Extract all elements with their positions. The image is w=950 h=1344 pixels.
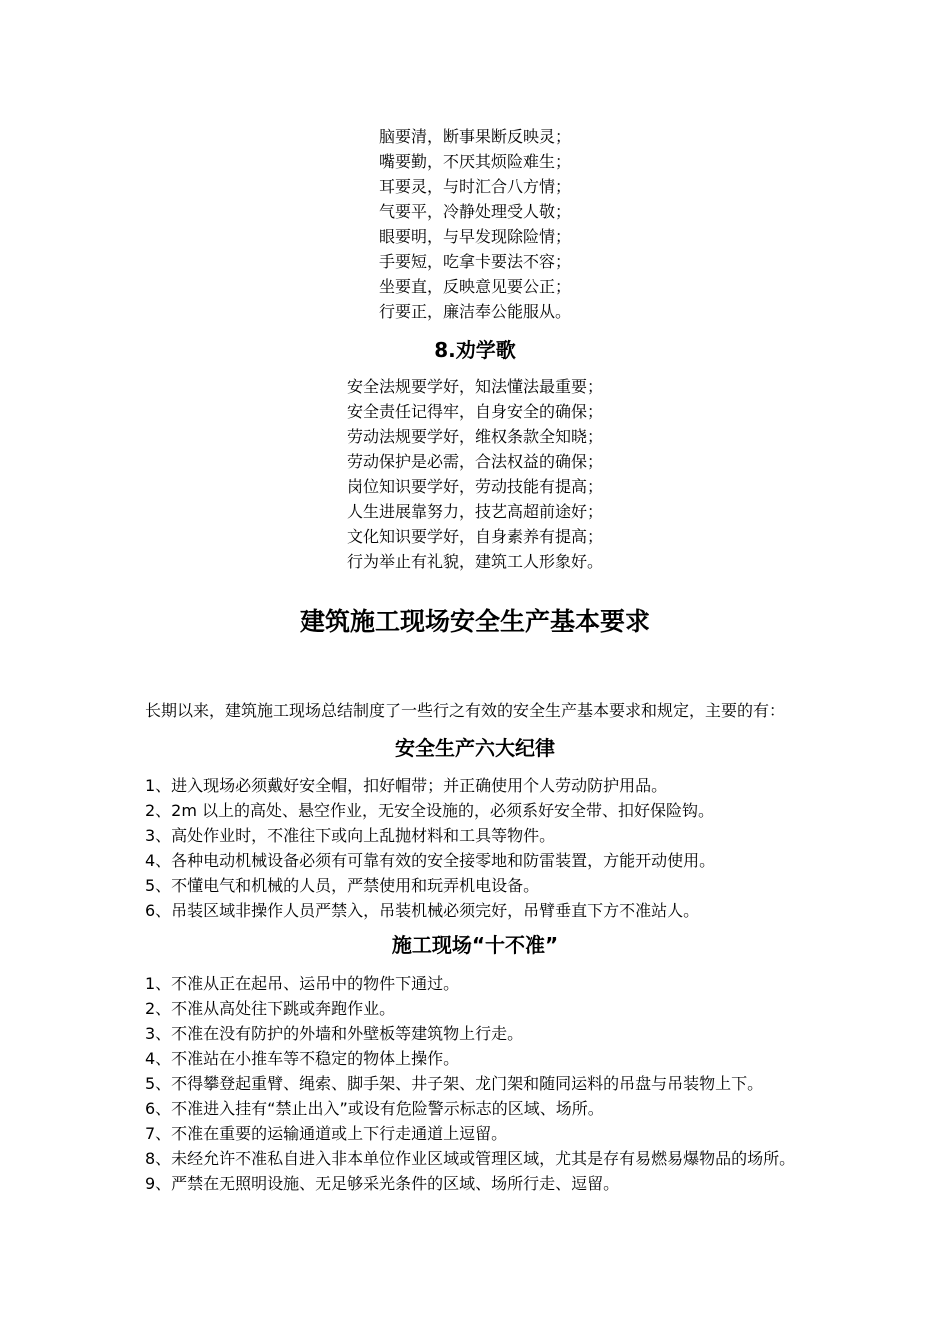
ten-prohibitions-list bbox=[145, 971, 815, 1196]
list-item: 6、不准进入挂有“禁止出入”或设有危险警示标志的区域、场所。 bbox=[145, 1099, 604, 1118]
quanxue-line: 文化知识要学好，自身素养有提高； bbox=[346, 527, 603, 546]
list-item: 3、高处作业时，不准往下或向上乱抛材料和工具等物件。 bbox=[145, 826, 556, 845]
poem-line: 耳要灵，与时汇合八方情； bbox=[378, 177, 571, 196]
list-item: 1、进入现场必须戴好安全帽，扣好帽带；并正确使用个人劳动防护用品。 bbox=[145, 776, 668, 795]
page-title: 建筑施工现场安全生产基本要求 bbox=[299, 607, 650, 636]
poem-line: 手要短，吃拿卡要法不容； bbox=[378, 252, 571, 271]
list-item: 4、不准站在小推车等不稳定的物体上操作。 bbox=[145, 1049, 460, 1068]
quanxue-line: 安全责任记得牢，自身安全的确保； bbox=[346, 402, 603, 421]
intro-paragraph: 长期以来，建筑施工现场总结制度了一些行之有效的安全生产基本要求和规定，主要的有： bbox=[145, 701, 786, 720]
poem-verses bbox=[0, 124, 950, 324]
poem-line: 坐要直，反映意见要公正； bbox=[378, 277, 571, 296]
quanxue-line: 岗位知识要学好，劳动技能有提高； bbox=[346, 477, 603, 496]
quanxue-heading: 8.劝学歌 bbox=[434, 338, 516, 362]
list-item: 5、不懂电气和机械的人员，严禁使用和玩弄机电设备。 bbox=[145, 876, 540, 895]
poem-line: 嘴要勤，不厌其烦险难生； bbox=[378, 152, 571, 171]
list-item: 1、不准从正在起吊、运吊中的物件下通过。 bbox=[145, 974, 460, 993]
list-item: 5、不得攀登起重臂、绳索、脚手架、井子架、龙门架和随同运料的吊盘与吊装物上下。 bbox=[145, 1074, 764, 1093]
quanxue-line: 安全法规要学好，知法懂法最重要； bbox=[346, 377, 603, 396]
quanxue-line: 人生进展靠努力，技艺高超前途好； bbox=[346, 502, 603, 521]
quanxue-line: 行为举止有礼貌，建筑工人形象好。 bbox=[346, 552, 603, 571]
list-item: 7、不准在重要的运输通道或上下行走通道上逗留。 bbox=[145, 1124, 508, 1143]
list-item: 9、严禁在无照明设施、无足够采光条件的区域、场所行走、逗留。 bbox=[145, 1174, 620, 1193]
list-item: 4、各种电动机械设备必须有可靠有效的安全接零地和防雷装置，方能开动使用。 bbox=[145, 851, 716, 870]
list-item: 2、2m 以上的高处、悬空作业，无安全设施的，必须系好安全带、扣好保险钩。 bbox=[145, 801, 715, 820]
poem-line: 眼要明，与早发现除险情； bbox=[378, 227, 571, 246]
quanxue-line: 劳动保护是必需，合法权益的确保； bbox=[346, 452, 603, 471]
poem-line: 气要平，冷静处理受人敬； bbox=[378, 202, 571, 221]
quanxue-line: 劳动法规要学好，维权条款全知晓； bbox=[346, 427, 603, 446]
six-disciplines-list bbox=[145, 773, 815, 923]
quanxue-verses bbox=[0, 374, 950, 574]
list-item: 3、不准在没有防护的外墙和外壁板等建筑物上行走。 bbox=[145, 1024, 524, 1043]
ten-prohibitions-heading: 施工现场“十不准” bbox=[391, 933, 559, 957]
six-disciplines-heading: 安全生产六大纪律 bbox=[395, 736, 555, 760]
poem-line: 脑要清，断事果断反映灵； bbox=[378, 127, 571, 146]
list-item: 8、未经允许不准私自进入非本单位作业区域或管理区域，尤其是存有易燃易爆物品的场所。 bbox=[145, 1149, 796, 1168]
list-item: 6、吊装区域非操作人员严禁入，吊装机械必须完好，吊臂垂直下方不准站人。 bbox=[145, 901, 700, 920]
poem-line: 行要正，廉洁奉公能服从。 bbox=[378, 302, 571, 321]
list-item: 2、不准从高处往下跳或奔跑作业。 bbox=[145, 999, 396, 1018]
